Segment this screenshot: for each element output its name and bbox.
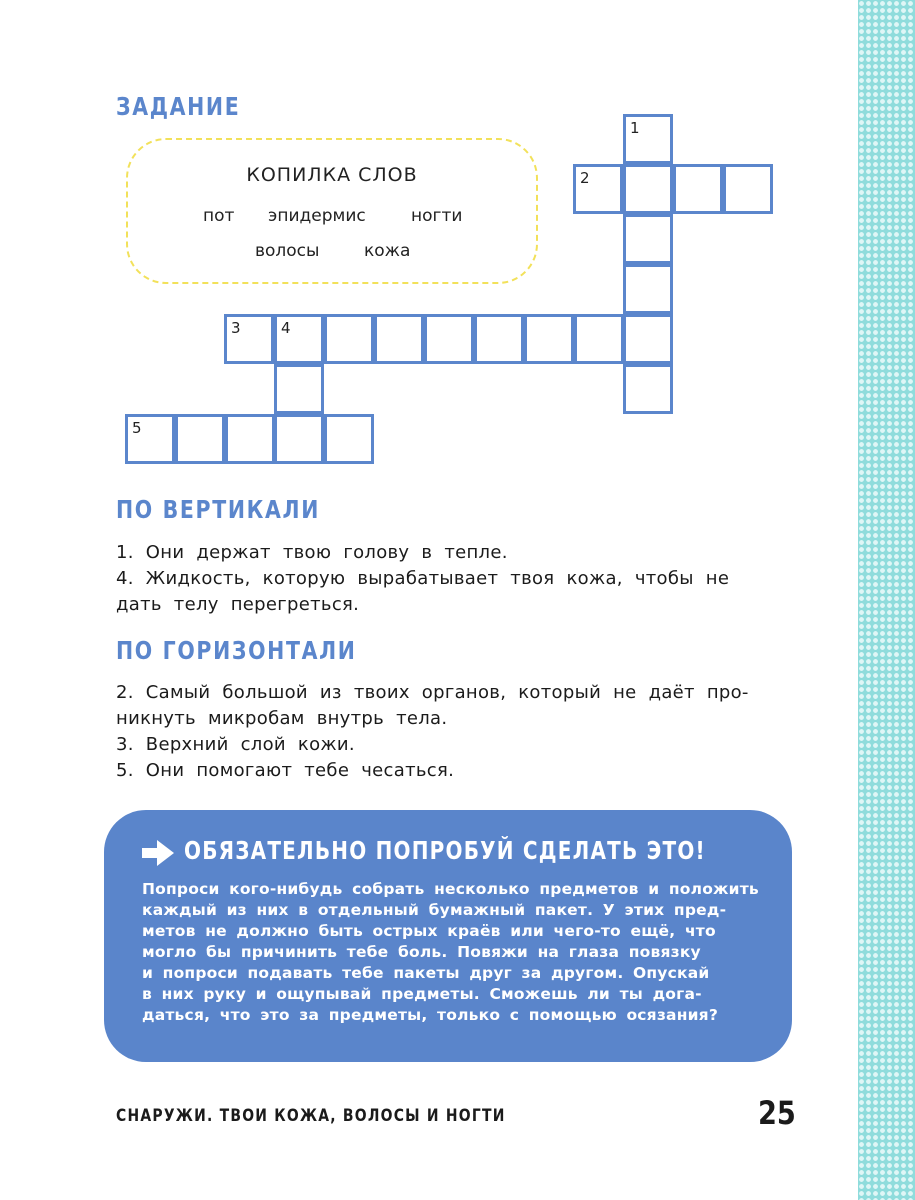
crossword-cell[interactable] (623, 364, 673, 414)
clue-number: 1 (630, 119, 640, 137)
word-bank-word: эпидермис (268, 206, 366, 226)
try-this-text-line: каждый из них в отдельный бумажный пакет. У этих пред- (142, 901, 727, 919)
vertical-clue-line: 4. Жидкость, которую вырабатывает твоя кожа, чтобы не (116, 568, 730, 589)
vertical-clue-line: дать телу перегреться. (116, 594, 360, 615)
crossword-cell[interactable] (623, 164, 673, 214)
crossword-cell[interactable] (623, 264, 673, 314)
vertical-clue-line: 1. Они держат твою голову в тепле. (116, 542, 508, 563)
clue-number: 5 (132, 419, 142, 437)
horizontal-clue-line: 2. Самый большой из твоих органов, который не даёт про- (116, 682, 749, 703)
task-heading: ЗАДАНИЕ (116, 92, 241, 121)
arrow-right-icon (142, 840, 174, 870)
try-this-text-line: могло бы причинить тебе боль. Повяжи на глаза повязку (142, 943, 701, 961)
vertical-heading: ПО ВЕРТИКАЛИ (116, 495, 321, 524)
crossword-cell[interactable] (424, 314, 474, 364)
word-bank (126, 138, 538, 284)
crossword-cell[interactable] (723, 164, 773, 214)
crossword-cell[interactable] (673, 164, 723, 214)
crossword-cell[interactable] (224, 314, 274, 364)
word-bank-word: пот (203, 206, 235, 226)
clue-number: 3 (231, 319, 241, 337)
crossword-cell[interactable] (623, 314, 673, 364)
crossword-cell[interactable] (175, 414, 225, 464)
chapter-footer: СНАРУЖИ. ТВОИ КОЖА, ВОЛОСЫ И НОГТИ (116, 1106, 506, 1126)
try-this-title: ОБЯЗАТЕЛЬНО ПОПРОБУЙ СДЕЛАТЬ ЭТО! (184, 836, 706, 865)
crossword-cell[interactable] (324, 414, 374, 464)
crossword-cell[interactable] (474, 314, 524, 364)
word-bank-word: волосы (255, 241, 320, 261)
clue-number: 2 (580, 169, 590, 187)
crossword-cell[interactable] (623, 214, 673, 264)
crossword-cell[interactable] (374, 314, 424, 364)
crossword-cell[interactable] (225, 414, 275, 464)
crossword-cell[interactable] (125, 414, 175, 464)
word-bank-word: кожа (364, 241, 411, 261)
clue-number: 4 (281, 319, 291, 337)
crossword-cell[interactable] (524, 314, 574, 364)
horizontal-heading: ПО ГОРИЗОНТАЛИ (116, 636, 357, 665)
crossword-cell[interactable] (274, 364, 324, 414)
crossword-cell[interactable] (573, 164, 623, 214)
try-this-text-line: в них руку и ощупывай предметы. Сможешь ли ты дога- (142, 985, 702, 1003)
crossword-cell[interactable] (324, 314, 374, 364)
try-this-text-line: метов не должно быть острых краёв или чего-то ещё, что (142, 922, 716, 940)
word-bank-title: КОПИЛКА СЛОВ (246, 164, 418, 186)
word-bank-word: ногти (411, 206, 463, 226)
crossword-cell[interactable] (274, 314, 324, 364)
try-this-text-line: и попроси подавать тебе пакеты друг за другом. Опускай (142, 964, 710, 982)
horizontal-clue-line: никнуть микробам внутрь тела. (116, 708, 448, 729)
try-this-text-line: Попроси кого-нибудь собрать несколько предметов и положить (142, 880, 759, 898)
horizontal-clue-line: 5. Они помогают тебе чесаться. (116, 760, 455, 781)
page-number: 25 (758, 1094, 796, 1132)
try-this-box (104, 810, 792, 1062)
horizontal-clue-line: 3. Верхний слой кожи. (116, 734, 355, 755)
crossword-cell[interactable] (623, 114, 673, 164)
try-this-text-line: даться, что это за предметы, только с помощью осязания? (142, 1006, 719, 1024)
crossword-cell[interactable] (274, 414, 324, 464)
decorative-dotted-strip (858, 0, 915, 1200)
crossword-cell[interactable] (574, 314, 624, 364)
